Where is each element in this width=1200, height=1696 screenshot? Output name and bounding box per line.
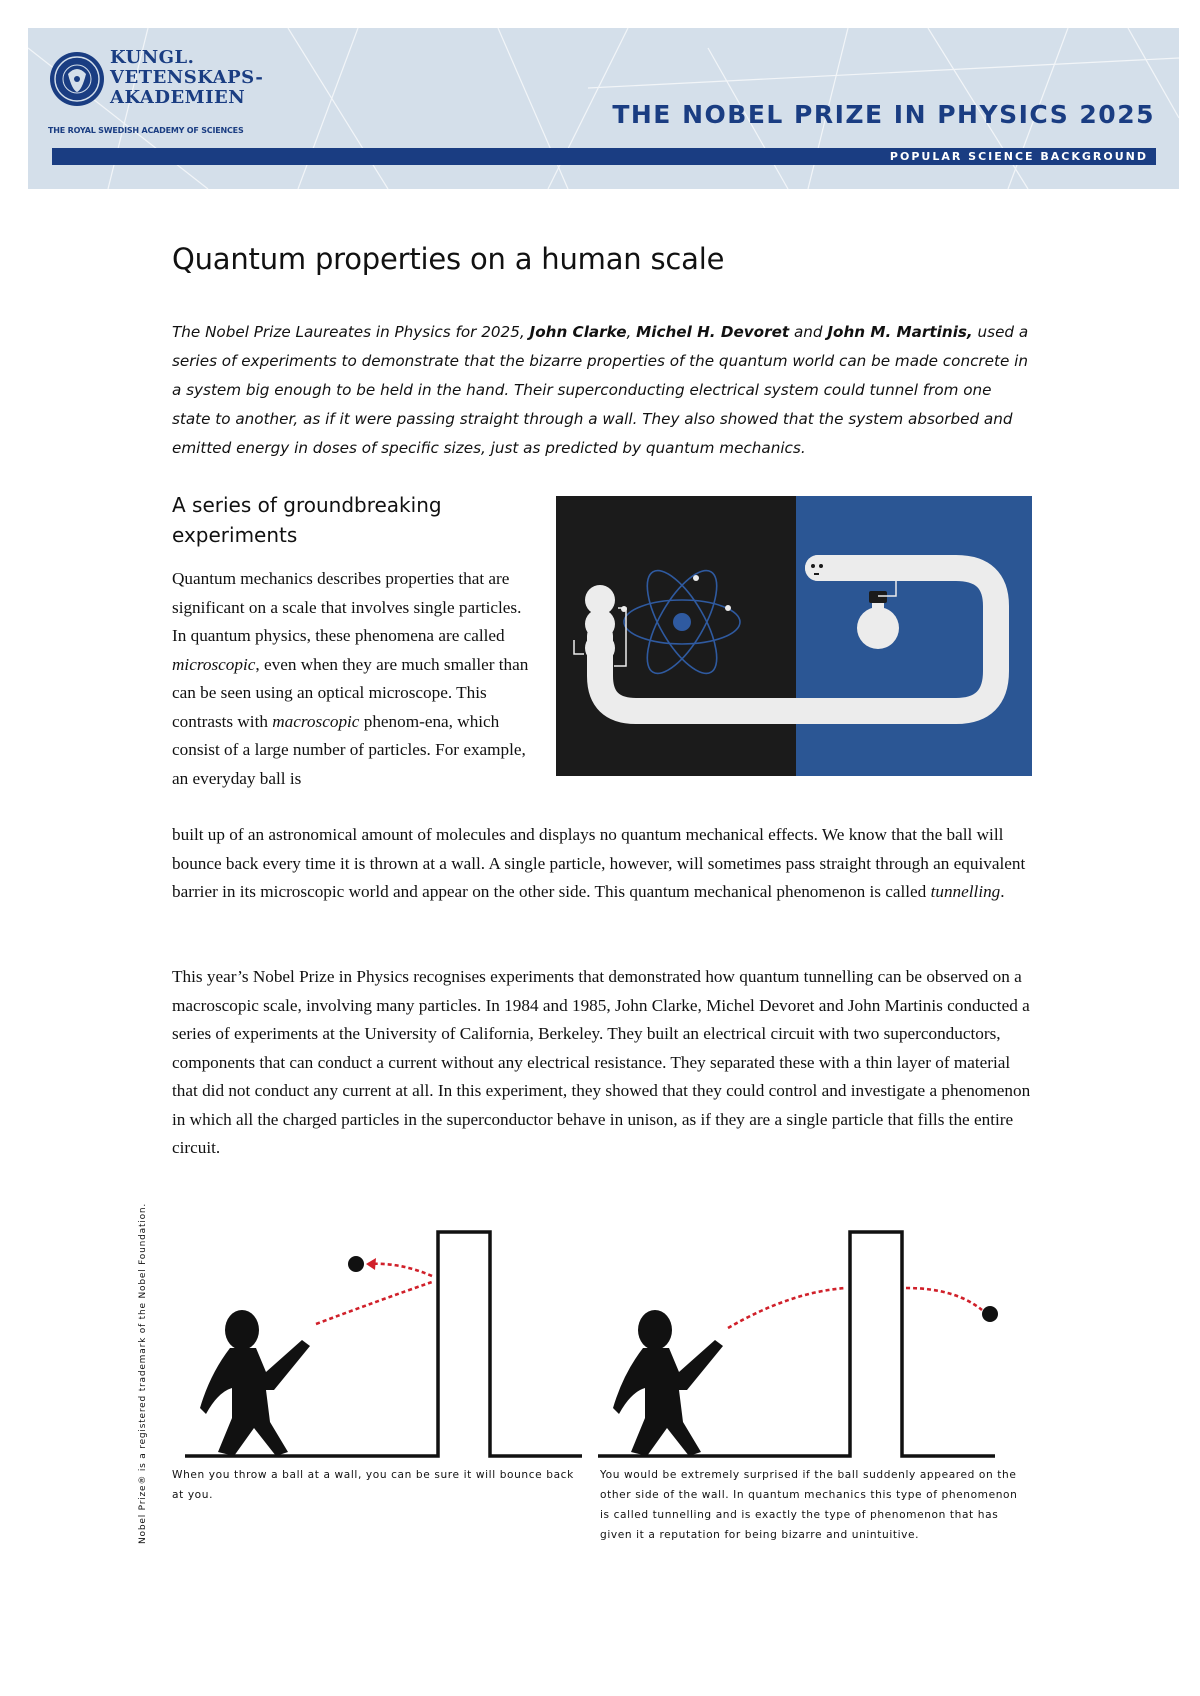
laureate-name-2: Michel H. Devoret xyxy=(636,323,790,341)
child-silhouette-left-icon xyxy=(200,1310,310,1456)
article-intro xyxy=(172,318,1032,463)
p1-text-a: Quantum mechanics describes properties that are significant on a scale that involves single particles. In quantum physics, these phenomena are called xyxy=(172,569,522,645)
academy-subtitle: THE ROYAL SWEDISH ACADEMY OF SCIENCES xyxy=(48,126,244,135)
ball-right-icon xyxy=(982,1306,998,1322)
paragraph-1-continued xyxy=(172,821,1032,907)
prize-subtitle: POPULAR SCIENCE BACKGROUND xyxy=(889,150,1148,163)
stacked-balls-icon xyxy=(585,585,615,663)
prize-title: THE NOBEL PRIZE IN PHYSICS 2025 xyxy=(612,100,1155,129)
laureate-name-1: John Clarke xyxy=(529,323,627,341)
p1-em-macroscopic: macroscopic xyxy=(272,711,360,731)
p1-text-d: built up of an astronomical amount of molecules and displays no quantum mechanical effects. We know that the ball will bounce back every time it is thrown at a wall. A single particle, however, will sometimes pass straight through an equivalent barrier in its microscopic world and appear on the other side. This quantum mechanical phenomenon is called xyxy=(172,825,1026,901)
tunnelling-figure xyxy=(170,1222,1040,1472)
p1-em-microscopic: microscopic xyxy=(172,654,256,674)
figure-caption-left: When you throw a ball at a wall, you can be sure it will bounce back at you. xyxy=(172,1469,574,1501)
left-panel-classical xyxy=(185,1232,582,1456)
tube-face-icon xyxy=(805,555,831,581)
intro-text-start: The Nobel Prize Laureates in Physics for 2025, xyxy=(172,323,530,341)
paragraph-1-column xyxy=(172,565,532,793)
trademark-notice: Nobel Prize® is a registered trademark of the Nobel Foundation. xyxy=(138,1202,148,1544)
superconducting-circuit-illustration xyxy=(556,496,1032,776)
prize-subtitle-bar xyxy=(52,148,1156,165)
academy-logo[interactable] xyxy=(48,46,308,146)
laureate-name-3: John M. Martinis, xyxy=(827,323,973,341)
academy-seal-icon xyxy=(48,46,106,120)
child-silhouette-right-icon xyxy=(613,1310,723,1456)
intro-separator-1: , xyxy=(626,323,637,341)
p1-em-tunnelling: tunnelling xyxy=(930,882,1001,901)
article-title: Quantum properties on a human scale xyxy=(172,242,725,276)
academy-name: KUNGL. VETENSKAPS- AKADEMIEN xyxy=(110,47,264,108)
p1-text-b: , even when they are much smaller than can be seen using an optical microscope. This contrasts with xyxy=(172,654,529,731)
ball-left-icon xyxy=(348,1256,364,1272)
right-panel-quantum xyxy=(598,1232,998,1456)
section-heading: A series of groundbreaking experiments xyxy=(172,493,442,547)
p1-text-e: . xyxy=(1000,882,1005,901)
figure-caption-right: You would be extremely surprised if the ball suddenly appeared on the other side of the wall. In quantum mechanics this type of phenomenon is called tunnelling and is exactly the type of phenomenon that has given it a reputation for being bizarre and unintuitive. xyxy=(600,1469,1018,1541)
p1-text-c: phenom-ena, which consist of a large number of particles. For example, an everyday ball is xyxy=(172,711,526,788)
paragraph-2: This year’s Nobel Prize in Physics recognises experiments that demonstrated how quantum tunnelling can be observed on a macroscopic scale, involving many particles. In 1984 and 1985, John Clarke, Michel Devoret and John Martinis conducted a series of experiments at the University of California, Berkeley. They built an electrical circuit with two superconductors, components that can conduct a current without any electrical resistance. They separated these with a thin layer of material that did not conduct any current at all. In this experiment, they showed that they could control and investigate a phenomenon in which all the charged particles in the superconductor behave in unison, as if they are a single particle that fills the entire circuit. xyxy=(172,967,1031,1157)
intro-text-end: used a series of experiments to demonstrate that the bizarre properties of the quantum world can be made concrete in a system big enough to be held in the hand. Their superconducting electrical system could tunnel from one state to another, as if it were passing straight through a wall. They also showed that the system absorbed and emitted energy in doses of specific sizes, just as predicted by quantum mechanics. xyxy=(172,323,1029,457)
header-banner xyxy=(28,28,1179,189)
intro-separator-2: and xyxy=(789,323,828,341)
